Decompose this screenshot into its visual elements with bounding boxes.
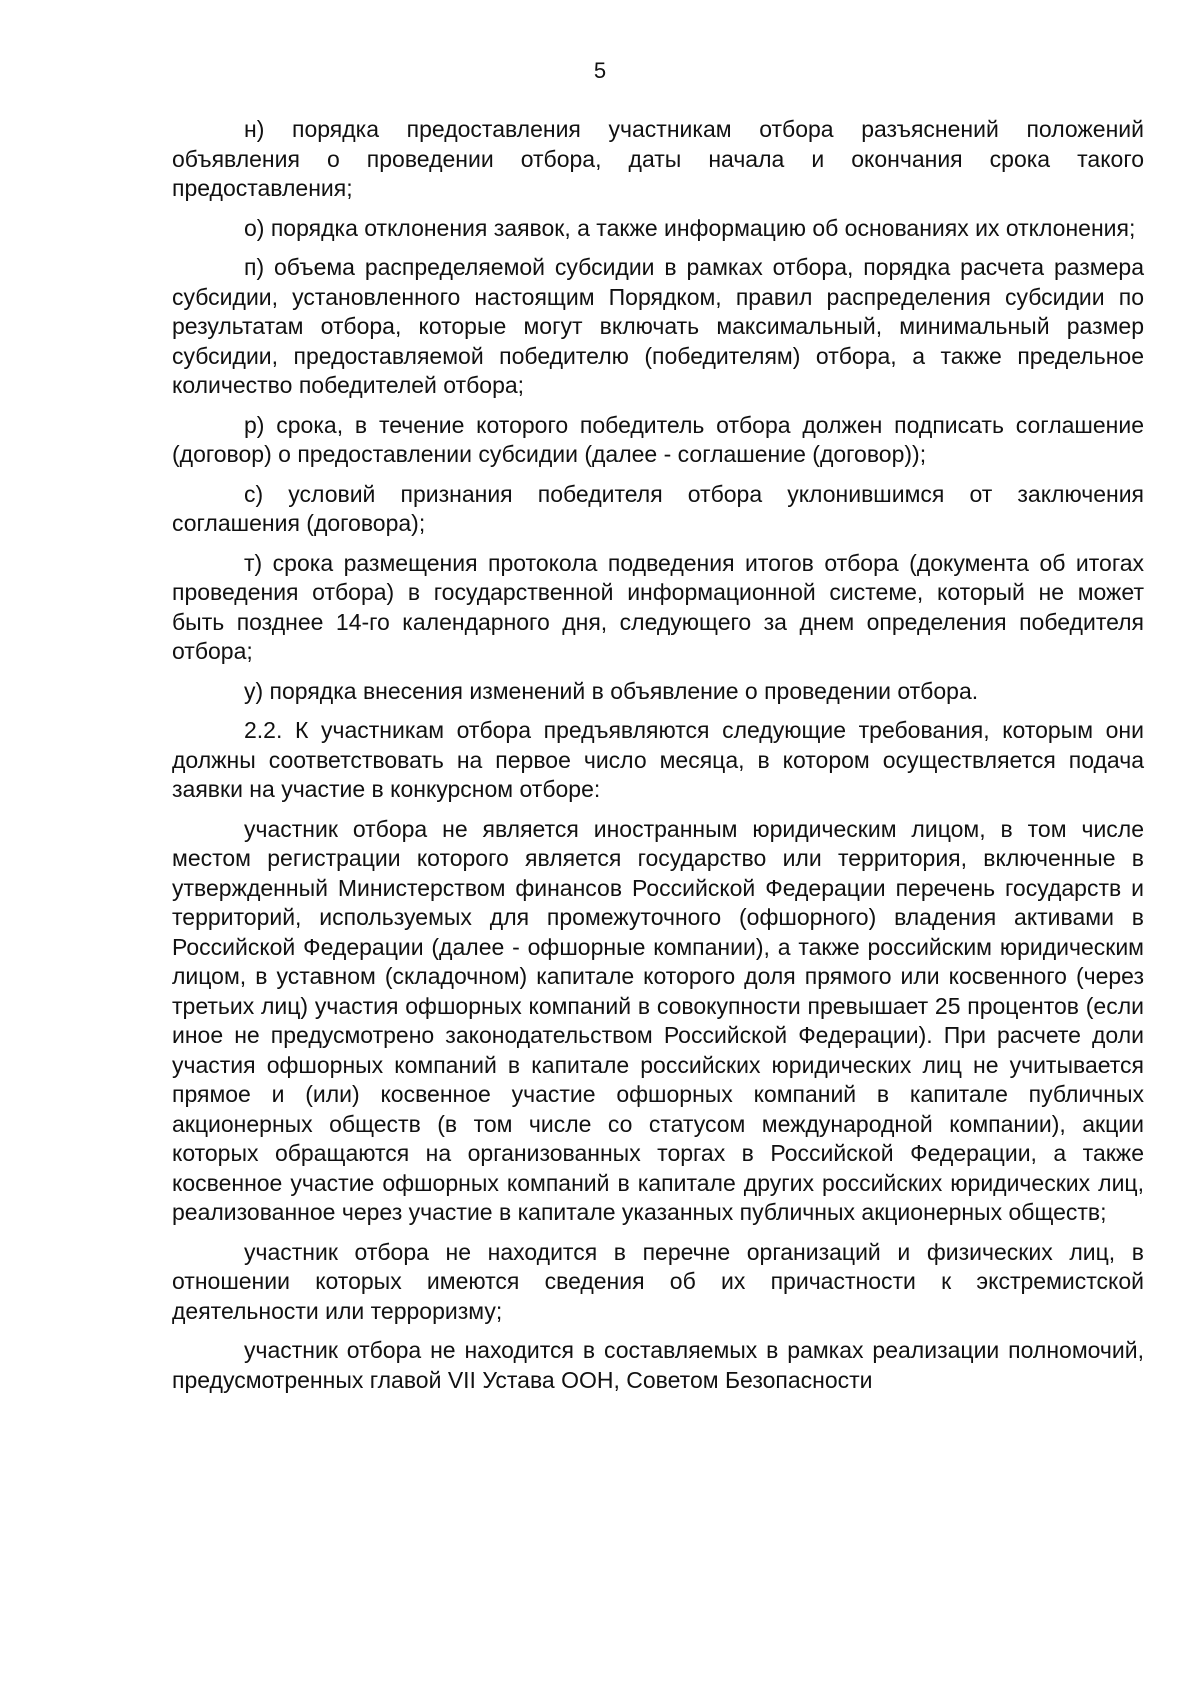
paragraph-extremism-requirement: участник отбора не находится в перечне организаций и физических лиц, в отношении которых имеются сведения об их причастности к экстремистской деятельности или терроризму;	[172, 1238, 1144, 1324]
paragraph-o: о) порядка отклонения заявок, а также информацию об основаниях их отклонения;	[244, 214, 1136, 241]
paragraph-2-2: 2.2. К участникам отбора предъявляются следующие требования, которым они должны соответствовать на первое число месяца, в котором осуществляется подача заявки на участие в конкурсном отборе:	[172, 717, 1144, 802]
paragraph-n: н) порядка предоставления участникам отбора разъяснений положений объявления о проведении отбора, даты начала и окончания срока такого предоставления;	[172, 116, 1144, 201]
document-body	[172, 115, 1144, 1405]
paragraph-t: т) срока размещения протокола подведения итогов отбора (документа об итогах проведения отбора) в государственной информационной системе, который не может быть позднее 14-го календарного дня, следующего за днем определения победителя отбора;	[172, 549, 1144, 664]
paragraph-un-requirement: участник отбора не находится в составляемых в рамках реализации полномочий, предусмотренных главой VII Устава ООН, Советом Безопасности	[172, 1337, 1144, 1393]
page-number: 5	[593, 58, 607, 83]
paragraph-u: у) порядка внесения изменений в объявление о проведении отбора.	[244, 677, 979, 704]
paragraph-offshore-requirement: участник отбора не является иностранным юридическим лицом, в том числе местом регистрации которого является государство или территория, включенные в утвержденный Министерством финансов Российской Федерации перечень государств и территорий, используемых для промежуточного (офшорного) владения активами в Российской Федерации (далее - офшорные компании), а также российским юридическим лицом, в уставном (складочном) капитале которого доля прямого или косвенного (через третьих лиц) участия офшорных компаний в совокупности превышает 25 процентов (если иное не предусмотрено законодательством Российской Федерации). При расчете доли участия офшорных компаний в капитале российских юридических лиц не учитывается прямое и (или) косвенное участие офшорных компаний в капитале публичных акционерных обществ (в том числе со статусом международной компании), акции которых обращаются на организованных торгах в Российской Федерации, а также косвенное участие офшорных компаний в капитале других российских юридических лиц, реализованное через участие в капитале указанных публичных акционерных обществ;	[172, 815, 1144, 1225]
paragraph-r: р) срока, в течение которого победитель отбора должен подписать соглашение (договор) о предоставлении субсидии (далее - соглашение (договор));	[172, 411, 1144, 467]
paragraph-s: с) условий признания победителя отбора уклонившимся от заключения соглашения (договора);	[172, 480, 1144, 536]
paragraph-p: п) объема распределяемой субсидии в рамках отбора, порядка расчета размера субсидии, установленного настоящим Порядком, правил распределения субсидии по результатам отбора, которые могут включать максимальный, минимальный размер субсидии, предоставляемой победителю (победителям) отбора, а также предельное количество победителей отбора;	[172, 254, 1144, 398]
